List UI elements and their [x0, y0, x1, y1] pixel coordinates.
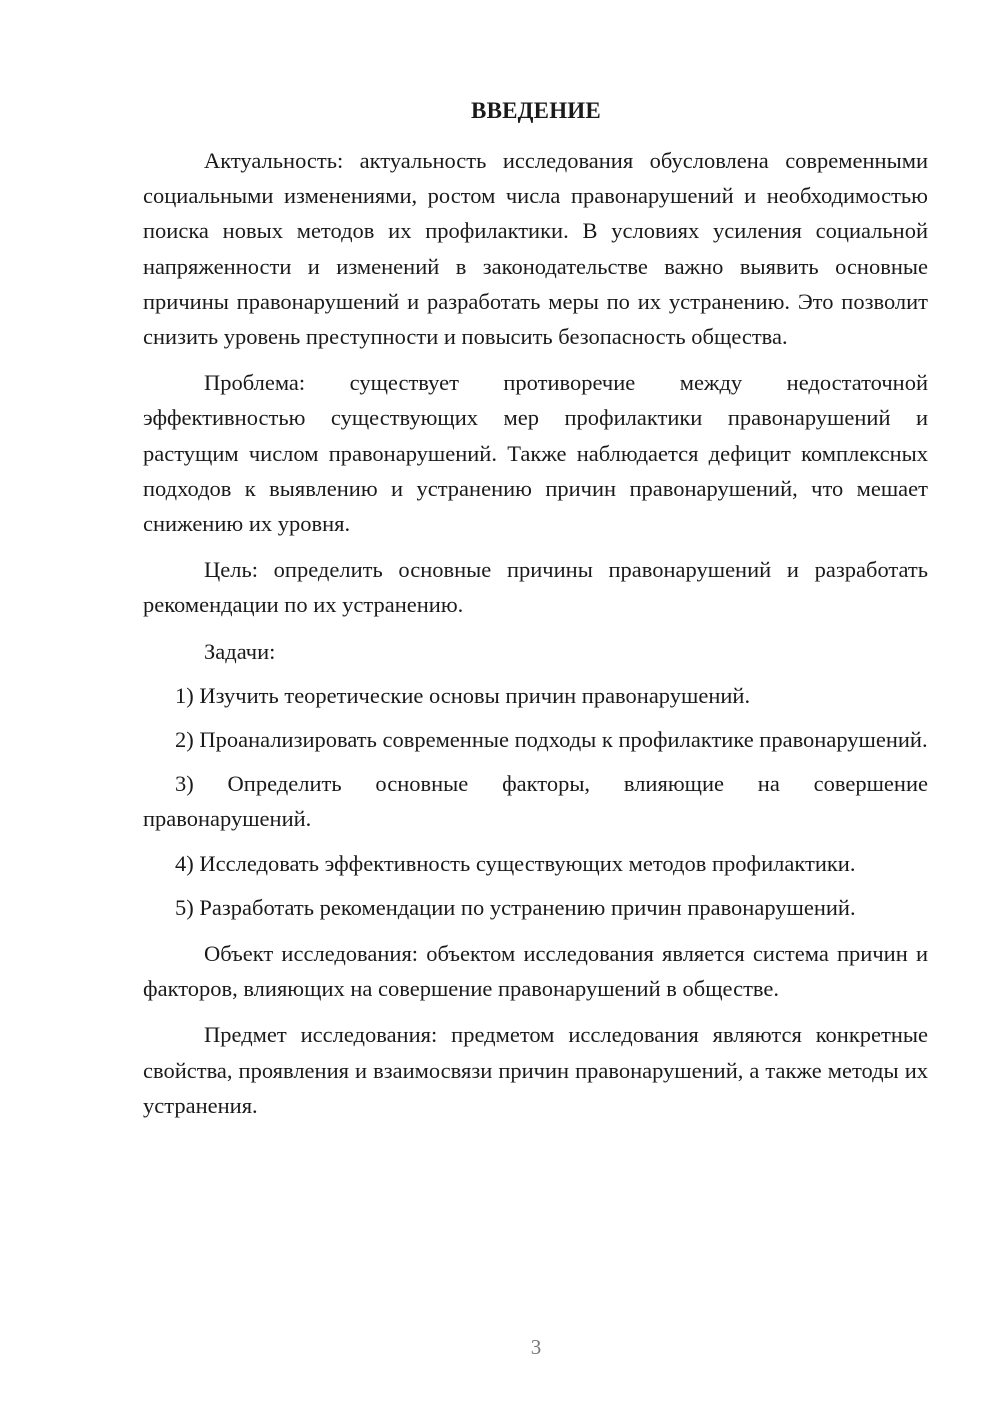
- document-body: [143, 143, 928, 1123]
- paragraph-tasks-heading: Задачи:: [204, 638, 276, 664]
- task-item-2: 2) Проанализировать современные подходы к профилактике правонарушений.: [175, 727, 928, 753]
- page-number: 3: [530, 1335, 542, 1359]
- paragraph-object: Объект исследования: объектом исследования является система причин и факторов, влияющих на совершение правонарушений в обществе.: [143, 941, 928, 1002]
- paragraph-goal: Цель: определить основные причины правонарушений и разработать рекомендации по их устранению.: [143, 557, 928, 618]
- paragraph-subject: Предмет исследования: предметом исследования являются конкретные свойства, проявления и взаимосвязи причин правонарушений, а также методы их устранения.: [143, 1022, 928, 1118]
- task-item-5: 5) Разработать рекомендации по устранению причин правонарушений.: [175, 894, 856, 920]
- paragraph-problem: Проблема: существует противоречие между недостаточной эффективностью существующих мер профилактики правонарушений и растущим числом правонарушений. Также наблюдается дефицит комплексных подходов к выявлению и устранению причин правонарушений, что мешает снижению их уровня.: [143, 370, 928, 537]
- paragraph-relevance: Актуальность: актуальность исследования обусловлена современными социальными изменениями, ростом числа правонарушений и необходимостью поиска новых методов их профилактики. В условиях усиления социальной напряженности и изменений в законодательстве важно выявить основные причины правонарушений и разработать меры по их устранению. Это позволит снизить уровень преступности и повысить безопасность общества.: [143, 148, 928, 350]
- task-item-1: 1) Изучить теоретические основы причин правонарушений.: [175, 682, 751, 708]
- task-item-4: 4) Исследовать эффективность существующих методов профилактики.: [175, 850, 856, 876]
- page-title: ВВЕДЕНИЕ: [471, 98, 601, 123]
- task-item-3: 3) Определить основные факторы, влияющие на совершение правонарушений.: [143, 771, 928, 832]
